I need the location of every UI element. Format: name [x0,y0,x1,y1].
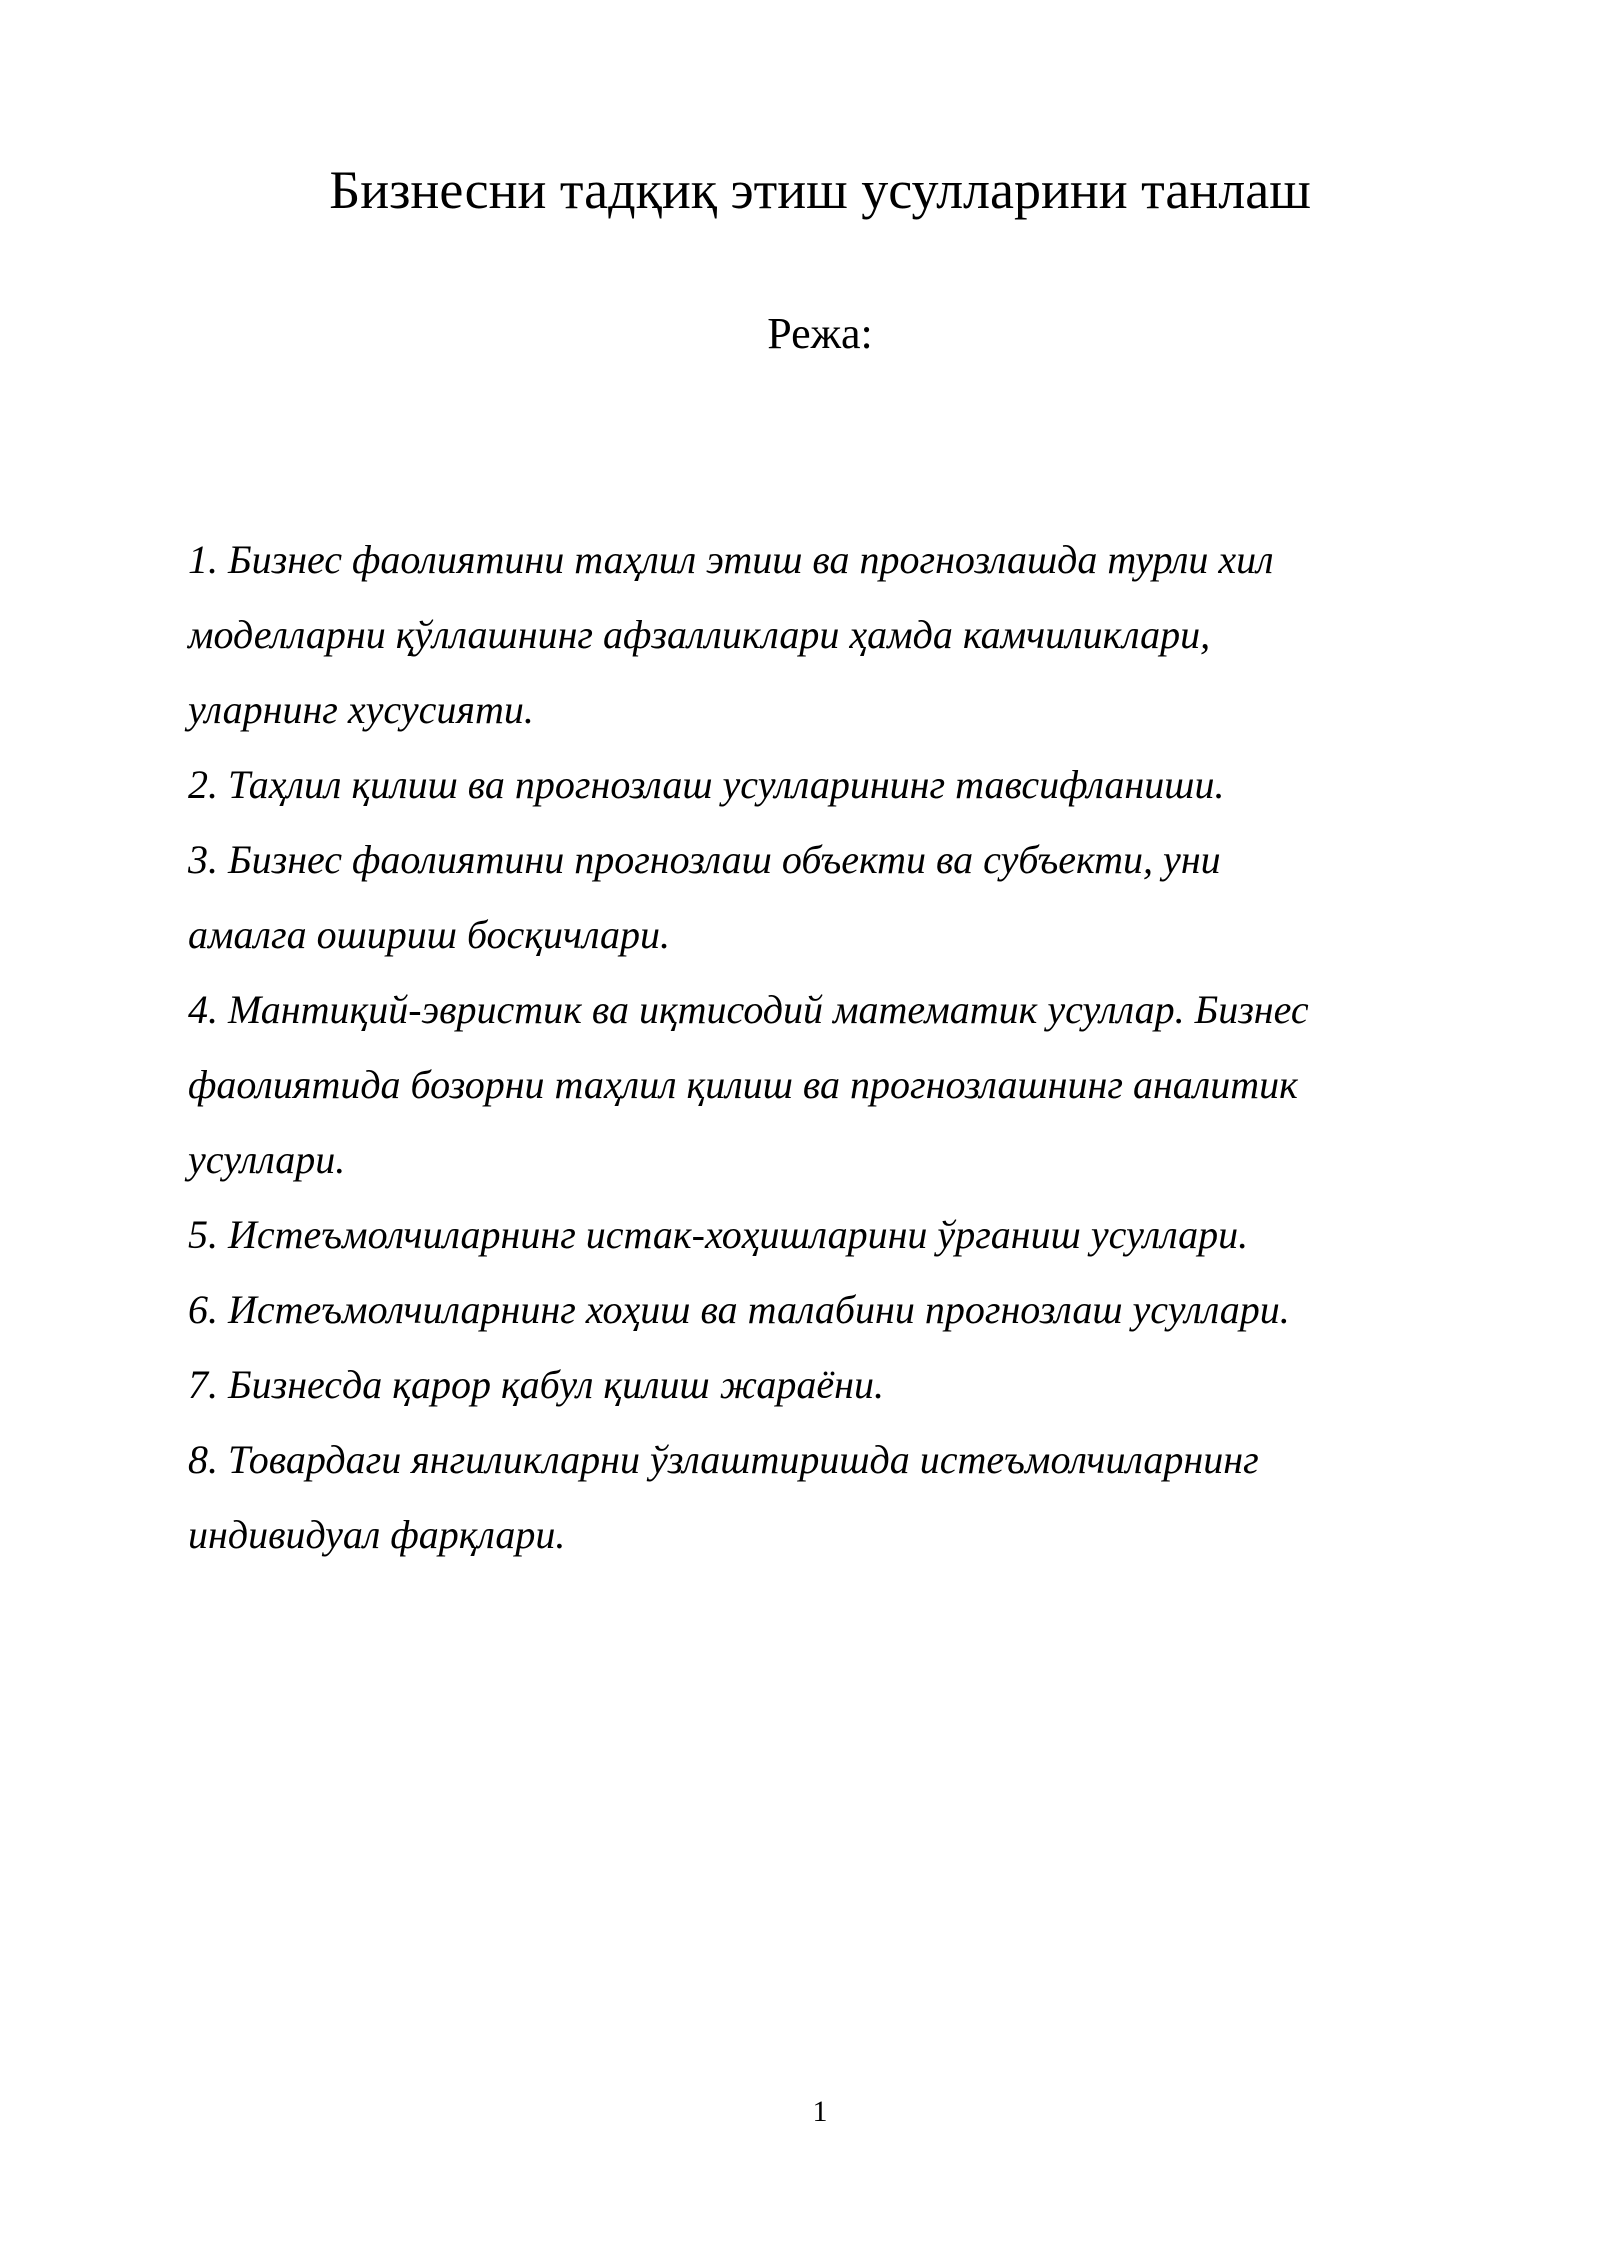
plan-line: моделларни қўллашнинг афзалликлари ҳамда камчиликлари, [188,612,1211,657]
plan-line: 5. Истеъмолчиларнинг истак-хоҳишларини ўрганиш усуллари. [188,1212,1249,1257]
plan-line: 2. Таҳлил қилиш ва прогнозлаш усулларининг тавсифланиши. [188,762,1225,807]
plan-line: 7. Бизнесда қарор қабул қилиш жараёни. [188,1362,885,1407]
plan-line: 8. Товардаги янгиликларни ўзлаштиришда истеъмолчиларнинг [188,1437,1259,1482]
plan-line: 6. Истеъмолчиларнинг хоҳиш ва талабини прогнозлаш усуллари. [188,1287,1290,1332]
page-number: 1 [812,2095,828,2128]
plan-line: уларнинг хусусияти. [188,687,534,732]
plan-line: 3. Бизнес фаолиятини прогнозлаш объекти ва субъекти, уни [188,837,1221,882]
plan-line: амалга ошириш босқичлари. [188,912,671,957]
plan-line: 1. Бизнес фаолиятини таҳлил этиш ва прогнозлашда турли хил [188,537,1274,582]
plan-line: фаолиятида бозорни таҳлил қилиш ва прогнозлашнинг аналитик [188,1062,1298,1107]
plan-line: 4. Мантиқий-эвристик ва иқтисодий математик усуллар. Бизнес [188,987,1309,1032]
plan-list [188,522,1488,1572]
plan-line: индивидуал фарқлари. [188,1512,566,1557]
plan-heading: Режа: [767,309,873,358]
plan-line: усуллари. [188,1137,346,1182]
document-title: Бизнесни тадқиқ этиш усулларини танлаш [329,160,1311,220]
